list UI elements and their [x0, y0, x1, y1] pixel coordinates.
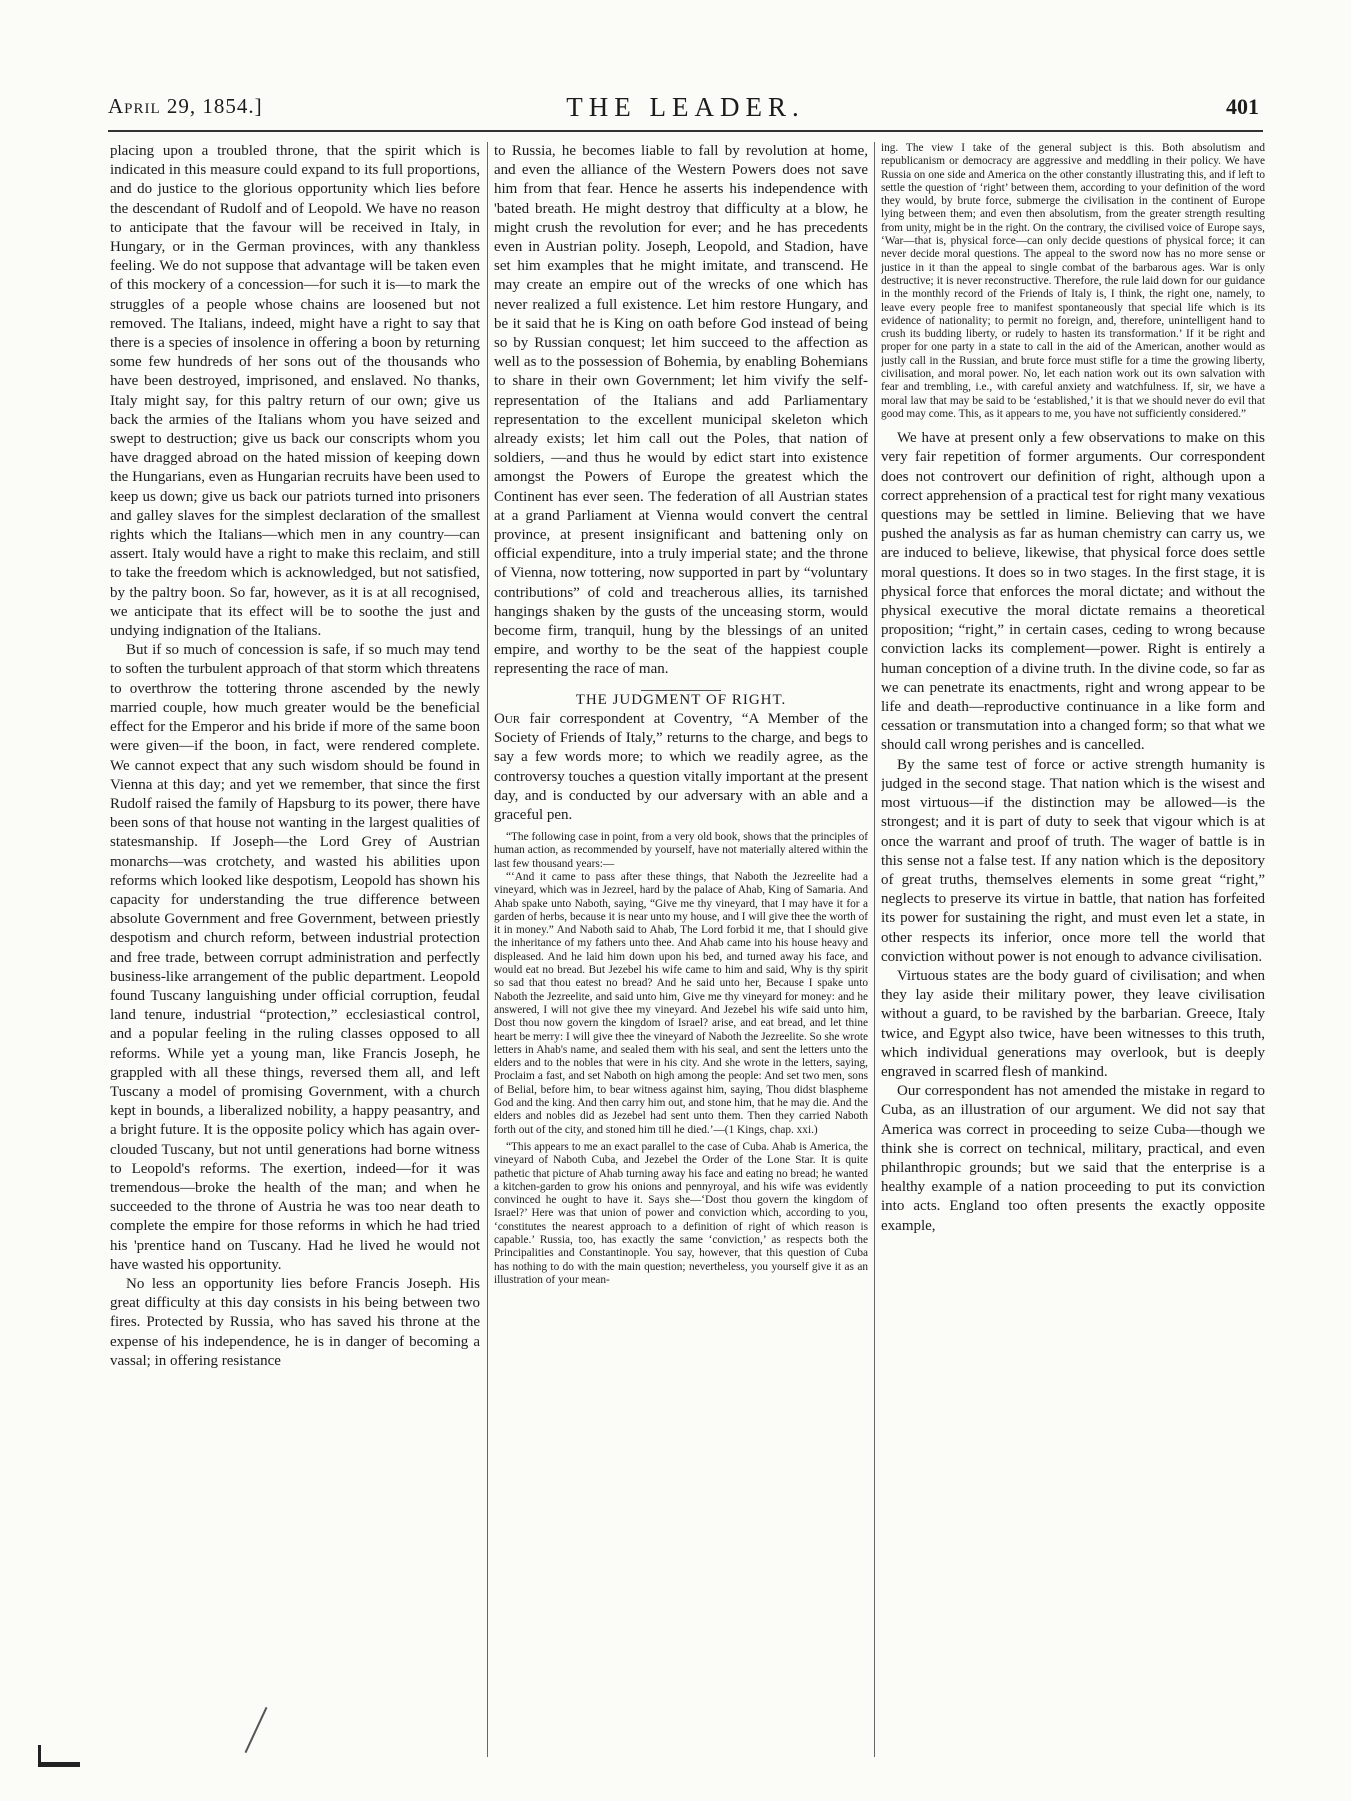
scan-mark [40, 1762, 80, 1767]
column-1 [110, 142, 480, 1762]
paragraph: By the same test of force or active strength humanity is judged in the second stage. That nation which is the wisest and most virtuous—if the distinction may be allowed—is the strongest; and it is part of duty to seek that vigour which is at once the warrant and proof of truth. The wager of battle is in this sense not a false test. If any nation which is the depository of great truths, themselves elements in some great “right,” neglects to preserve its virtue in battle, that nation has forfeited its power for sustaining the right, and must even let a state, in other respects its inferior, once more tell the world that conviction without power is not enough to advance civilisation. [881, 756, 1265, 965]
newspaper-title: THE LEADER. [566, 92, 805, 122]
intro-text: fair correspondent at Coventry, “A Member of the Society of Friends of Italy,” returns to the charge, and begs to say a few words more; to which we readily agree, as the controversy touches a question vitally important at the present day, and is conducted by our adversary with an able and a graceful pen. [494, 710, 868, 823]
page-header [108, 90, 1263, 132]
letter-quote [494, 831, 868, 1287]
issue-date: April 29, 1854.] [108, 94, 263, 118]
column-divider [874, 142, 875, 1757]
article-intro [494, 710, 868, 825]
page-number: 401 [1226, 94, 1259, 119]
paragraph: But if so much of concession is safe, if so much may tend to soften the turbulent approach of that storm which threatens to overthrow the tottering throne ascended by the newly married couple, how much greater would be the beneficial effect for the Emperor and his bride if more of the same boon were given—if the boon, in fact, were rendered complete. We cannot expect that any such wisdom should be found in Vienna at this day; and yet we remember, that since the first Rudolf raised the family of Hapsburg to its power, there have been sons of that house not wanting in the largest qualities of statesmanship. If Joseph—the Lord Grey of Austrian monarchs—was crotchety, and wasted his abilities upon reforms which looked like despotism, Leopold has shown his capacity for understanding the true difference between absolute Government and free Government, between priestly despotism and church reform, between industrial protection and free trade, between corrupt administration and perfectly business-like arrangement of the public department. Leopold found Tuscany languishing under official corruption, feudal land tenure, industrial “protection,” ecclesiastical control, and a popular feeling in the ruling classes opposed to all reforms. While yet a young man, like Francis Joseph, he grappled with all these things, reversed them all, and left Tuscany a model of promising Government, with a church kept in bounds, a liberalized nobility, a happy peasantry, and a bright future. It is the opposite policy which has again over-clouded Tuscany, but not until generations had borne witness to Leopold's reforms. The exertion, indeed—for it was tremendous—broke the health of the man; and when he succeeded to the throne of Austria he was too near death to complete the empire for those reforms in which he had tried his 'prentice hand on Tuscany. Had he lived he would not have wasted his opportunity. [110, 642, 480, 1273]
paragraph: placing upon a troubled throne, that the spirit which is indicated in this measure could expand to its full proportions, and do justice to the glorious opportunity which lies before the descendant of Rudolf and of Leopold. We have no reason to anticipate that the favour will be received in Italy, in Hungary, or in the German provinces, with any thankless feeling. We do not suppose that advantage will be taken even of this mockery of a concession—for such it is—to mark the struggles of a people whose chains are loosened but not removed. The Italians, indeed, might have a right to say that there is a species of insolence in offering a boon by returning some few hundreds of her sons out of the thousands who have been destroyed, imprisoned, and enslaved. No thanks, Italy might say, for this paltry return of our own; give us back the armies of the Italians whom you have seized and swept to destruction; give us back our conscripts whom you have dragged abroad on the hated mission of keeping down the Hungarians, even as Hungarian recruits have been used to keep us down; give us back our patriots turned into prisoners and galley slaves for the simplest declaration of the smallest rights which the Italians—which men in any country—can assert. Italy would have a right to make this reclaim, and still to take the freedom which is acknowledged, but not satisfied, by the paltry boon. So far, however, as it is at all recognised, we anticipate that its effect will be to soothe the just and undying indignation of the Italians. [110, 143, 480, 640]
article-headline: THE JUDGMENT OF RIGHT. [575, 691, 787, 708]
paragraph: to Russia, he becomes liable to fall by revolution at home, and even the alliance of the Western Powers does not save him from that fear. Hence he asserts his independence with 'bated breath. He might destroy that difficulty at a blow, he might crush the revolution for ever; and he has precedents even in Austrian polity. Joseph, Leopold, and Stadion, have set him examples that he might imitate, and transcend. He may create an empire out of the wrecks of one which has never realized a full existence. Let him restore Hungary, and be it said that he is King on oath before God instead of being so by Russian conquest; let him succeed to the affection as well as to the possession of Bohemia, by enabling Bohemians to share in their own Government; let him vivify the self-representation of the Italians and add Parliamentary representation to the excellent municipal skeleton which already exists; let him call out the Poles, that nation of soldiers, —and thus he would by edict start into existence amongst the Powers of Europe the greatest which the Continent has ever seen. The federation of all Austrian states at a grand Parliament at Vienna would convert the central province, at present insignificant and battening only on official expenditure, into a truly imperial state; and the throne of Vienna, now tottering, now supported in part by “voluntary contributions” of cold and treacherous allies, its tarnished hangings shaken by the gusts of the unceasing storm, would become firm, tranquil, hung by the blessings of an united empire, and worthy to be the seat of the happiest couple representing the race of man. [494, 143, 868, 678]
paragraph: No less an opportunity lies before Francis Joseph. His great difficulty at this day consists in his being between two fires. Protected by Russia, who has saved his throne at the expense of his independence, he is in danger of becoming a vassal; in offering resistance [110, 1275, 480, 1369]
paragraph: Our correspondent has not amended the mistake in regard to Cuba, as an illustration of our argument. We did not say that America was correct in proceeding to seize Cuba—though we think she is correct on technical, military, practical, and even philanthropic grounds; but we said that the enterprise is a healthy example of a nation proceeding to put its conviction into acts. England too often presents the exactly opposite example, [881, 1083, 1265, 1234]
column-divider [487, 142, 488, 1757]
quote-paragraph: ing. The view I take of the general subject is this. Both absolutism and republicanism or democracy are aggressive and meddling in their policy. We have Russia on one side and America on the other constantly illustrating this, and if left to settle the question of ‘right’ between them, according to your definition of the word they would, by brute force, submerge the civilisation in the continent of Europe lying between them; and even then absolutism, from the greater strength resulting from unity, might be in the right. On the contrary, the civilised voice of Europe says, ‘War—that is, physical force—can only decide questions of physical force; it can never decide moral questions. The appeal to the sword now has no more sense or justice in it than the appeal to single combat of the barbarous ages. War is only destructive; it is never reconstructive. Therefore, the rule laid down for our guidance in the monthly record of the Friends of Italy is, I think, the right one, namely, to leave every people free to manifest spontaneously that special life which is its evidence of nationality; to permit no foreign, and, therefore, unintelligent hand to crush its budding liberty, or rudely to hasten its transformation.’ If it be right and proper for one party in a state to call in the aid of the American, another would as justly call in the Russian, and brute force must stifle for a time the growing liberty, civilisation, and moral power. No, let each nation work out its own salvation with fear and trembling, i.e., with careful anxiety and watchfulness. If, sir, we have a moral law that may be said to be ‘established,’ it is that we should never do evil that good may come. This, as it appears to me, you have not sufficiently considered.” [881, 142, 1265, 420]
column-2 [494, 142, 868, 1762]
letter-continuation [881, 142, 1265, 421]
paragraph: We have at present only a few observations to make on this very fair repetition of former arguments. Our correspondent does not controvert our definition of right, although upon a correct apprehension of a practical test for right many vexatious questions may be settled in limine. Believing that we have pushed the analysis as far as human chemistry can carry us, we are induced to believe, likewise, that physical force does settle moral questions. It does so in two stages. In the first stage, it is physical force that enforces the moral dictate; and without the physical executive the moral dictate remains a theoretical proposition; “right,” in certain cases, ceding to wrong because conviction lacks its complement—power. Right is entirely a human conception of a divine truth. In the divine code, so far as we can penetrate its enactments, right and wrong appear to be life and death—reproductive continuance in a like form and cessation or transmutation into a changed form; so that what we should call wrong perishes and is cancelled. [881, 430, 1265, 754]
column-3 [881, 142, 1265, 1762]
quote-paragraph: “This appears to me an exact parallel to the case of Cuba. Ahab is America, the vineyard of Naboth Cuba, and Jezebel the Order of the Lone Star. It is quite pathetic that picture of Ahab turning away his face and eating no bread; he wanted a kitchen-garden to grow his onions and pennyroyal, and his wife was evidently convinced he ought to have it. Says she—‘Dost thou govern the kingdom of Israel?’ Here was that union of power and conviction which, according to you, ‘constitutes the nearest approach to a definition of right of which reason is capable.’ Russia, too, has exactly the same ‘conviction,’ as respects both the Principalities and Constantinople. You say, however, that this question of Cuba has nothing to do with the main question; nevertheless, you yourself give it as an illustration of your mean- [494, 1140, 868, 1286]
scripture-quote: “‘And it came to pass after these things, that Naboth the Jezreelite had a vineyard, which was in Jezreel, hard by the palace of Ahab, King of Samaria. And Ahab spake unto Naboth, saying, “Give me thy vineyard, that I may have it for a garden of herbs, because it is near unto my house, and I will give thee the worth of it in money.” And Naboth said to Ahab, The Lord forbid it me, that I should give the inheritance of my fathers unto thee. And Ahab came into his house heavy and displeased. And he laid him down upon his bed, and turned away his face, and would eat no bread. But Jezebel his wife came to him and said, Why is thy spirit so sad that thou eatest no bread? And he said unto her, Because I spake unto Naboth the Jezreelite, and said unto him, Give me thy vineyard for money: and he answered, I will not give thee my vineyard. And Jezebel his wife said unto him, Dost thou now govern the kingdom of Israel? arise, and eat bread, and let thine heart be merry: I will give thee the vineyard of Naboth the Jezreelite. So she wrote letters in Ahab's name, and sealed them with his seal, and sent the letters unto the elders and to the nobles that were in his city. And she wrote in the letters, saying, Proclaim a fast, and set Naboth on high among the people: And set two men, sons of Belial, before him, to bear witness against him, saying, Thou didst blaspheme God and the king. And then carry him out, and stone him, that he may die. And the elders and nobles did as Jezebel had sent unto them. Then they carried Naboth forth out of the city, and stoned him till he died.’—(1 Kings, chap. xxi.) [494, 871, 868, 1136]
quote-paragraph: “The following case in point, from a very old book, shows that the principles of human action, as recommended by yourself, have not materially altered within the last few thousand years:— [494, 831, 868, 870]
lead-word: Our [494, 710, 521, 727]
paragraph: Virtuous states are the body guard of civilisation; and when they lay aside their military power, they leave civilisation without a guard, to be ravished by the barbarian. Greece, Italy twice, and Egypt also twice, have been witnesses to this truth, which individual generations may overlook, but is deeply engraved in scarred flesh of mankind. [881, 967, 1265, 1080]
